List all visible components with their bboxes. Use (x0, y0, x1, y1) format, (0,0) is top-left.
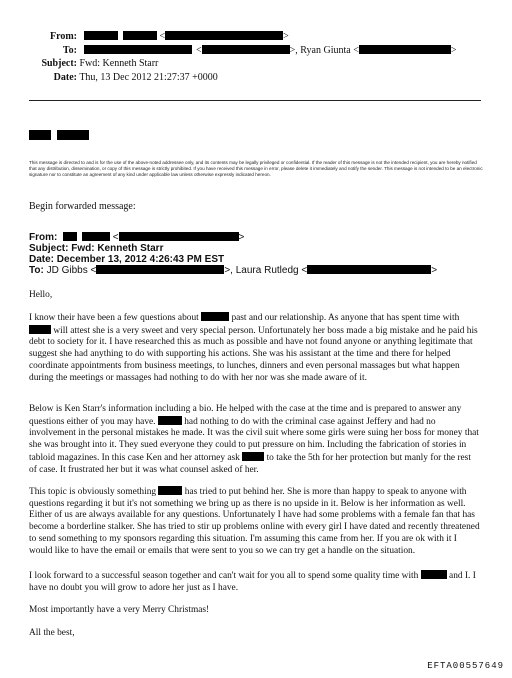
paragraph-4 (29, 570, 481, 594)
paragraph-2-part-c: to take the 5th for her protection but manly for the rest of case. It frustrated her but it was what counsel asked of her. (29, 452, 471, 475)
date-label: Date: (53, 71, 77, 83)
redaction-bar (158, 486, 182, 495)
redaction-bar (158, 416, 182, 425)
paragraph-3-part-b: has tried to put behind her. She is more than happy to speak to anyone with questions regarding it but it's not something we bring up as there is no upside in it. Below is her information as well. Either of us are always available for any questions. Unfortunately I have had some problems with a female fan that has become a borderline stalker. She has tried to stir up problems online with every girl I have dated and recently threatened to send something to my sponsors regarding this situation. I'm assuming this came from her. If you are ok with it I would like to have the email or emails that were sent to you so we can try get a handle on the situation. (29, 487, 480, 556)
paragraph-4-part-a: I look forward to a successful season together and can't wait for you all to spend some quality time with (29, 571, 419, 581)
inner-from-lt: < (112, 232, 119, 243)
email-header (30, 30, 457, 84)
closing: All the best, (29, 628, 75, 638)
from-row (30, 30, 457, 44)
inner-to-lt: < (90, 265, 97, 276)
forwarded-header (29, 232, 437, 276)
paragraph-5: Most importantly have a very Merry Christmas! (29, 605, 210, 615)
from-bracket-close: > (283, 31, 289, 42)
redaction-bar (57, 130, 89, 140)
to-bracket-open-2: < (353, 44, 359, 56)
inner-from-label: From: (29, 232, 58, 243)
paragraph-1 (29, 312, 481, 384)
paragraph-1-part-c: will attest she is a very sweet and very special person. Unfortunately her boss made a big mistake and he paid his debt to society for it. I have researched this as much as possible and have not found anyone or anything legitimate that suggest she had anything to do with supporting his actions. She was his assistant at the time and there for helped coordinate appointments from business meetings, to lunches, dinners and even personal massages but what happen during the meetings or massages had nothing to do with her nor was she made aware of it. (29, 325, 478, 383)
redaction-bar (29, 130, 51, 140)
redaction-bar (201, 312, 229, 321)
redaction-bar (29, 325, 51, 334)
redaction-bar (242, 452, 264, 461)
to-name: Ryan Giunta (300, 44, 351, 56)
to-label: To: (62, 44, 77, 56)
inner-from-row (29, 232, 437, 243)
inner-to-name-1: JD Gibbs (46, 265, 88, 276)
inner-to-lt-2: < (301, 265, 308, 276)
paragraph-2-part-b: had nothing to do with the criminal case against Jeffery and had no involvement in the personal mistakes he made. It was the civil suit where some girls were suing her boss for money that she was brought into it. They sued everyone they could to put pressure on him. Including the fabrication of stories in tabloid magazines. In this case Ken and her attorney ask (29, 416, 479, 463)
subject-text: Fwd: Kenneth Starr (79, 58, 159, 69)
redaction-bar (123, 31, 157, 40)
paragraph-2-part-a: Below is Ken Starr's information including a bio. He helped with the case at the time and is prepared to answer any questions either of you may have. (29, 404, 462, 427)
redaction-bar (359, 45, 451, 54)
inner-subject-row (29, 243, 437, 254)
redaction-bar (421, 570, 447, 579)
redacted-signature (29, 126, 89, 144)
confidentiality-disclaimer: This message is directed to and is for the use of the above-noted addressee only, and its contents may be legally privileged or confidential. If the reader of this message is not the intended recipient, you are hereby notified that any distribution, dissemination, or copy of this message is strictly prohibited. If you have received this message in error, please delete it immediately and notify the sender. This message is not intended to be an electronic signature nor to constitute an agreement of any kind under applicable law unless otherwise expressly indicated hereon. (29, 160, 483, 177)
redaction-bar (84, 45, 192, 54)
from-label: From: (49, 31, 77, 42)
paragraph-1-part-a: I know their have been a few questions about (29, 313, 199, 323)
redaction-bar (202, 45, 290, 54)
forwarded-label: Begin forwarded message: (29, 201, 136, 212)
redaction-bar (307, 265, 431, 274)
date-text: Thu, 13 Dec 2012 21:27:37 +0000 (79, 71, 218, 83)
paragraph-3-part-a: This topic is obviously something (29, 487, 157, 497)
to-bracket-close-2: > (450, 44, 457, 56)
redaction-bar (63, 232, 77, 241)
inner-to-name-2: Laura Rutledg (235, 265, 299, 276)
inner-subject-label: Subject: (29, 243, 69, 254)
inner-date-text: December 13, 2012 4:26:43 PM EST (56, 254, 225, 265)
paragraph-3 (29, 486, 481, 557)
redaction-bar (96, 265, 224, 274)
paragraph-4-part-b: and I. I have no doubt you will grow to adore her just as I have. (29, 571, 476, 593)
to-bracket-close: >, (289, 44, 298, 56)
to-row (30, 44, 457, 58)
document-id: EFTA00557649 (427, 661, 504, 671)
header-divider (29, 100, 481, 101)
inner-to-label: To: (29, 265, 44, 276)
date-row (30, 71, 457, 85)
from-bracket-open: < (159, 31, 166, 42)
redaction-bar (119, 232, 239, 241)
inner-from-gt: > (238, 232, 245, 243)
paragraph-2 (29, 404, 481, 476)
to-bracket-open: < (196, 44, 202, 56)
paragraph-1-part-b: past and our relationship. As anyone that has spent time with (231, 313, 460, 323)
redaction-bar (165, 31, 283, 40)
redaction-bar (82, 232, 110, 241)
inner-subject-text: Fwd: Kenneth Starr (71, 243, 164, 254)
inner-date-label: Date: (29, 254, 55, 265)
greeting: Hello, (29, 290, 53, 300)
subject-label: Subject: (41, 58, 77, 69)
inner-to-end: > (431, 265, 438, 276)
inner-date-row (29, 254, 437, 265)
subject-row (30, 57, 457, 71)
inner-to-row (29, 265, 437, 276)
redaction-bar (84, 31, 118, 40)
inner-to-sep: >, (224, 265, 233, 276)
